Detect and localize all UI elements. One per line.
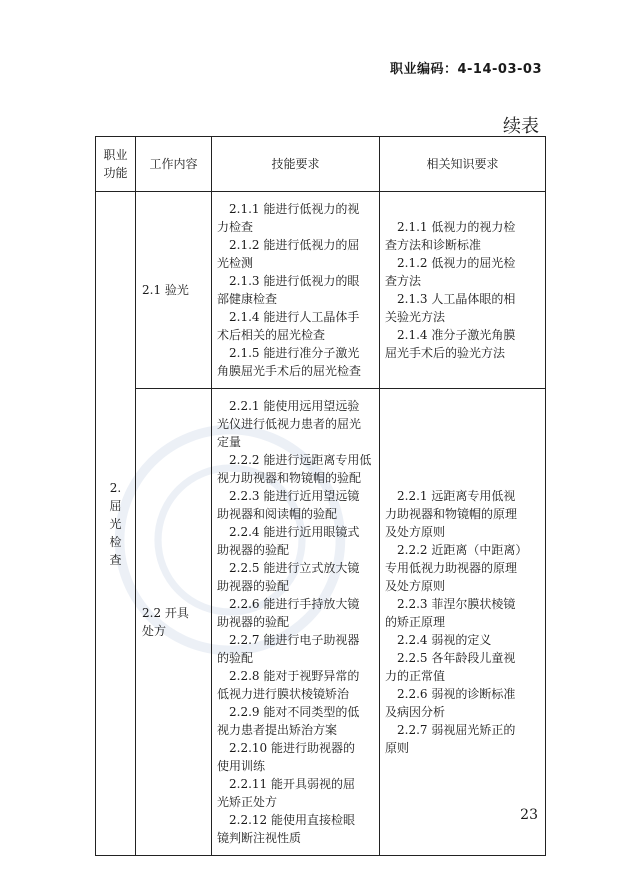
skills-table [95, 136, 546, 856]
knowledge-line: 力的正常值 [385, 669, 446, 683]
skill-line: 部健康检查 [217, 292, 278, 306]
skill-line: 2.2.4 能进行近用眼镜式 [217, 525, 360, 539]
page-number: 23 [520, 807, 538, 823]
skill-line: 2.2.7 能进行电子助视器 [217, 633, 360, 647]
skill-line: 角膜屈光手术后的屈光检查 [217, 364, 362, 378]
skill-line: 助视器的验配 [217, 543, 290, 557]
skill-line: 视力助视器和物镜帽的验配 [217, 471, 362, 485]
header-task: 工作内容 [136, 137, 212, 192]
skill-line: 光仪进行低视力患者的屈光 [217, 417, 362, 431]
skill-line: 2.1.5 能进行准分子激光 [217, 346, 360, 360]
knowledge-line: 2.2.7 弱视屈光矫正的 [385, 723, 516, 737]
skill-line: 2.2.3 能进行近用望远镜 [217, 489, 360, 503]
skill-line: 助视器的验配 [217, 615, 290, 629]
skill-line: 助视器和阅读帽的验配 [217, 507, 338, 521]
knowledge-line: 2.2.1 远距离专用低视 [385, 489, 516, 503]
knowledge-line: 2.1.1 低视力的视力检 [385, 220, 516, 234]
skill-line: 2.2.2 能进行远距离专用低 [217, 453, 372, 467]
knowledge-cell [380, 192, 546, 389]
skills-cell [212, 192, 380, 389]
skill-line: 助视器的验配 [217, 579, 290, 593]
skill-line: 2.1.1 能进行低视力的视 [217, 202, 360, 216]
knowledge-line: 2.2.2 近距离（中距离） [385, 543, 528, 557]
job-code: 职业编码：4-14-03-03 [389, 62, 542, 77]
skills-cell [212, 389, 380, 856]
skill-line: 2.2.11 能开具弱视的屈 [217, 777, 355, 791]
skill-line: 2.2.6 能进行手持放大镜 [217, 597, 360, 611]
skill-line: 术后相关的屈光检查 [217, 328, 326, 342]
skill-line: 2.2.1 能使用远用望远验 [217, 399, 360, 413]
skill-line: 低视力进行膜状棱镜矫治 [217, 687, 350, 701]
knowledge-line: 2.1.3 人工晶体眼的相 [385, 292, 516, 306]
knowledge-line: 2.2.5 各年龄段儿童视 [385, 651, 516, 665]
table-row [96, 389, 546, 856]
knowledge-line: 2.2.6 弱视的诊断标准 [385, 687, 516, 701]
knowledge-line: 的矫正原理 [385, 615, 446, 629]
knowledge-line: 及处方原则 [385, 579, 446, 593]
knowledge-line: 专用低视力助视器的原理 [385, 561, 518, 575]
knowledge-line: 查方法和诊断标准 [385, 238, 482, 252]
skill-line: 的验配 [217, 651, 254, 665]
knowledge-line: 2.1.4 准分子激光角膜 [385, 328, 516, 342]
header-function [96, 137, 136, 192]
skill-line: 2.2.8 能对于视野异常的 [217, 669, 360, 683]
skill-line: 2.2.12 能使用直接检眼 [217, 813, 355, 827]
table-row [96, 192, 546, 389]
skill-line: 定量 [217, 435, 242, 449]
task-cell [136, 389, 212, 856]
task-text: 2.2 开具 处方 [142, 606, 189, 638]
header-skills: 技能要求 [212, 137, 380, 192]
skill-line: 镜判断注视性质 [217, 831, 302, 845]
skill-line: 2.2.10 能进行助视器的 [217, 741, 355, 755]
knowledge-cell [380, 389, 546, 856]
function-cell [96, 192, 136, 856]
header-knowledge: 相关知识要求 [380, 137, 546, 192]
knowledge-line: 2.1.2 低视力的屈光检 [385, 256, 516, 270]
skill-line: 2.2.9 能对不同类型的低 [217, 705, 360, 719]
skill-line: 2.1.2 能进行低视力的屈 [217, 238, 360, 252]
skill-line: 光矫正处方 [217, 795, 278, 809]
skill-line: 力检查 [217, 220, 254, 234]
continued-label: 续表 [503, 116, 539, 137]
skill-line: 2.1.4 能进行人工晶体手 [217, 310, 360, 324]
table-header-row [96, 137, 546, 192]
header-function-text: 职业 功能 [103, 148, 128, 180]
knowledge-line: 查方法 [385, 274, 422, 288]
task-cell [136, 192, 212, 389]
skill-line: 2.2.5 能进行立式放大镜 [217, 561, 360, 575]
knowledge-line: 2.2.4 弱视的定义 [385, 633, 492, 647]
knowledge-line: 及病因分析 [385, 705, 446, 719]
knowledge-line: 2.2.3 菲涅尔膜状棱镜 [385, 597, 516, 611]
knowledge-line: 力助视器和物镜帽的原理 [385, 507, 518, 521]
knowledge-line: 原则 [385, 741, 410, 755]
skill-line: 2.1.3 能进行低视力的眼 [217, 274, 360, 288]
skill-line: 使用训练 [217, 759, 266, 773]
skill-line: 视力患者提出矫治方案 [217, 723, 338, 737]
knowledge-line: 关验光方法 [385, 310, 446, 324]
knowledge-line: 屈光手术后的验光方法 [385, 346, 506, 360]
knowledge-line: 及处方原则 [385, 525, 446, 539]
function-text: 2. 屈 光 检 查 [109, 480, 122, 567]
task-text: 2.1 验光 [142, 283, 189, 297]
skill-line: 光检测 [217, 256, 254, 270]
